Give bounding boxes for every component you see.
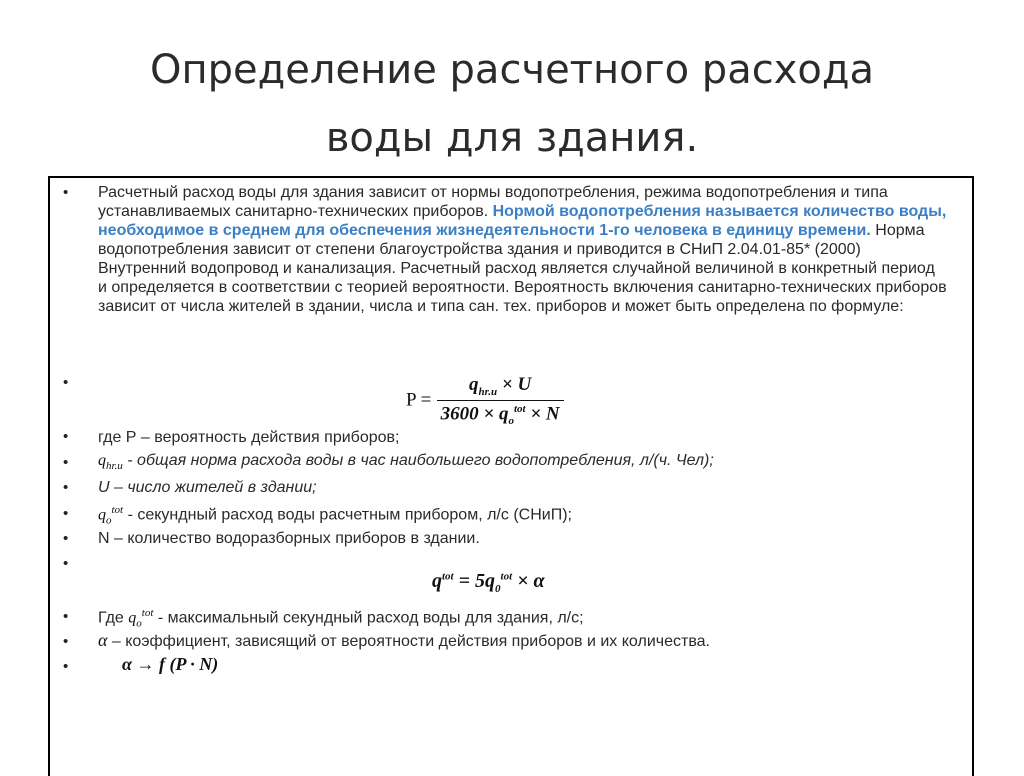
bullet: • (63, 608, 69, 625)
max-flow-formula: $q^{tot} = 5q_0^{tot} \times \alpha$ (432, 570, 545, 595)
item-q-tot: $q_o^{tot}$ - секундный расход воды расчетным прибором, л/с (СНиП); (98, 504, 572, 527)
bullet: • (63, 454, 69, 471)
slide-title-line-1: Определение расчетного расхода (149, 47, 875, 93)
item-q-max: Где $q_o^{tot}$ - максимальный секундный расход воды для здания, л/с; (98, 607, 584, 630)
bullet: • (63, 555, 69, 572)
alpha-function: α → f (P · N) (122, 654, 219, 674)
paragraph-continuation: Норма водопотребления зависит от степени благоустройства здания и приводится в СНиП 2.04.01-85* (2000) Внутренний водопровод и канализация. Расчетный расход является случайной величиной в конкретный период и определяется в соответствии с теорией вероятности. Вероятность включения санитарно-технических приборов зависит от числа жителей в здании, числа и типа сан. тех. приборов и может быть определена по формуле: (98, 222, 947, 315)
bullet: • (63, 530, 69, 547)
definition-text: Нормой водопотребления называется количество воды, необходимое в среднем для обеспечения жизнедеятельности 1-го человека в единицу времени. (98, 203, 947, 239)
slide-title-line-2: воды для здания. (325, 115, 699, 161)
item-n: N – количество водоразборных приборов в здании. (98, 530, 480, 547)
item-alpha: α – коэффициент, зависящий от вероятности действия приборов и их количества. (98, 630, 710, 650)
item-p: где Р – вероятность действия приборов; (98, 429, 400, 446)
bullet: • (63, 505, 69, 522)
paragraph-text: Расчетный расход воды для здания зависит от нормы водопотребления, режима водопотребления и типа устанавливаемых санитарно-технических приборов. (98, 184, 888, 220)
bullet: • (63, 374, 69, 391)
probability-formula: P = $\frac{q_{hr.u} \times U}{3600 \times q_o^{tot} \times N}$ (406, 374, 564, 427)
bullet: • (63, 633, 69, 650)
bullet: • (63, 479, 69, 496)
item-q-hr: $q_{hr.u}$ - общая норма расхода воды в час наибольшего водопотребления, л/(ч. Чел); (98, 452, 714, 473)
bullet: • (63, 658, 69, 675)
intro-paragraph (98, 183, 948, 316)
item-u: U – число жителей в здании; (98, 479, 317, 496)
bullet: • (63, 428, 69, 445)
bullet: • (63, 184, 69, 201)
